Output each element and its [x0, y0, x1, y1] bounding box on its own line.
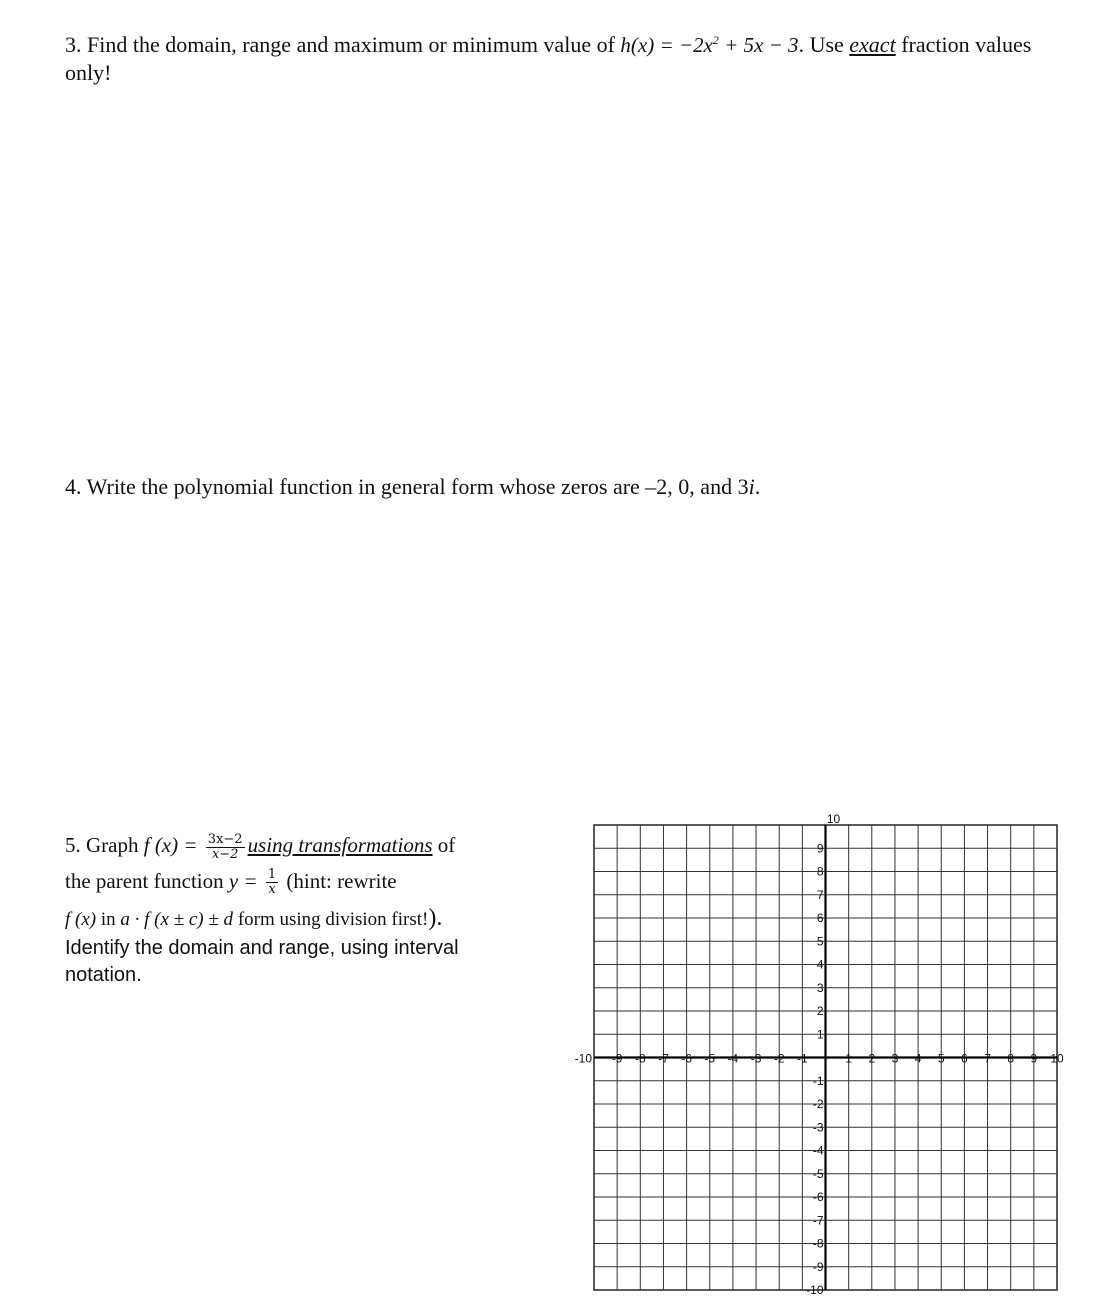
y-tick-label: 4	[816, 957, 824, 972]
q5-fraction	[206, 833, 245, 862]
y-tick-label: -5	[812, 1166, 824, 1181]
q3-function	[620, 33, 798, 57]
x-tick-label: -8	[634, 1051, 646, 1066]
y-tick-label: -8	[812, 1236, 824, 1251]
q5-hint: (hint: rewrite	[281, 868, 397, 893]
q5-parent-fraction	[266, 868, 278, 897]
q5-line-3	[65, 905, 535, 933]
q5-method: using transformations	[247, 833, 433, 857]
y-tick-label: 3	[816, 980, 824, 995]
x-tick-label: -2	[773, 1051, 785, 1066]
q5-in: in	[96, 909, 121, 931]
q3-prefix: 3. Find the domain, range and maximum or minimum value of	[65, 32, 621, 57]
x-tick-label: -5	[704, 1051, 716, 1066]
x-tick-label: -9	[611, 1051, 623, 1066]
q5-parent-num: 1	[267, 867, 277, 883]
question-4	[65, 473, 760, 500]
q5-line-2	[65, 868, 535, 898]
y-tick-label: -3	[812, 1120, 824, 1135]
q5-f-name: f (x) =	[143, 833, 198, 857]
q5-close: ).	[428, 905, 443, 932]
y-tick-label: -9	[812, 1259, 824, 1274]
y-tick-label: -4	[812, 1143, 824, 1158]
q5-of: of	[432, 833, 456, 857]
x-tick-label: 9	[1030, 1051, 1038, 1066]
x-tick-label: -6	[681, 1051, 692, 1066]
x-tick-label: -7	[658, 1051, 669, 1066]
question-5	[65, 832, 535, 989]
x-tick-label: 2	[868, 1051, 876, 1066]
x-tick-label: 7	[984, 1051, 991, 1066]
coordinate-grid[interactable]	[560, 808, 1070, 1298]
y-tick-label: -7	[812, 1213, 824, 1228]
question-3	[65, 31, 1075, 86]
y-tick-label: 6	[816, 911, 824, 925]
q5-line-4: Identify the domain and range, using interval notation.	[65, 937, 459, 987]
q5-fx: f (x)	[65, 909, 97, 931]
x-tick-label: 8	[1007, 1051, 1015, 1066]
y-tick-label: 7	[816, 887, 824, 902]
q5-frac-num: 3x−2	[207, 831, 243, 847]
x-tick-label: -4	[727, 1051, 739, 1066]
q5-y-eq: y =	[228, 868, 258, 893]
q3-exact-word: exact	[849, 32, 896, 57]
x-tick-label: 4	[914, 1051, 922, 1066]
q5-line-1	[65, 832, 535, 862]
y-tick-label: -1	[812, 1073, 824, 1088]
q3-mid: . Use	[798, 32, 850, 57]
x-tick-label: -3	[750, 1051, 762, 1066]
y-tick-label: -2	[812, 1097, 824, 1111]
x-tick-label: -10	[574, 1051, 592, 1066]
x-tick-label: -1	[797, 1051, 808, 1066]
x-tick-label: 6	[961, 1051, 968, 1066]
y-tick-label: 5	[816, 934, 824, 949]
y-tick-label: 10	[826, 812, 841, 826]
q3-suffix: fraction values only!	[65, 32, 1032, 85]
x-tick-label: 3	[891, 1051, 899, 1066]
y-tick-label: 9	[816, 841, 824, 856]
q3-func-lhs: h(x) = −2x	[620, 33, 713, 57]
y-tick-label: -10	[806, 1283, 824, 1297]
q4-text: 4. Write the polynomial function in general form whose zeros are –2, 0, and 3	[65, 474, 749, 499]
q5-form-rest: form using division first!	[233, 909, 429, 931]
q5-frac-den: x−2	[211, 846, 239, 862]
q5-lead: 5. Graph	[65, 833, 144, 857]
x-tick-label: 5	[937, 1051, 945, 1066]
x-tick-label: 10	[1050, 1051, 1064, 1066]
q5-parent-den: x	[268, 882, 276, 898]
y-tick-label: -6	[812, 1190, 824, 1204]
x-tick-label: 1	[845, 1051, 852, 1066]
q4-period: .	[754, 474, 761, 499]
y-tick-label: 2	[816, 1004, 824, 1018]
q3-func-rhs: + 5x − 3	[718, 33, 799, 57]
q4-imag-unit: i	[748, 474, 755, 499]
y-tick-label: 8	[816, 864, 824, 879]
q3-func-exponent: 2	[712, 33, 719, 47]
q5-parent-text: the parent function	[65, 868, 229, 893]
q5-form: a · f (x ± c) ± d	[120, 909, 234, 931]
y-tick-label: 1	[816, 1027, 824, 1042]
